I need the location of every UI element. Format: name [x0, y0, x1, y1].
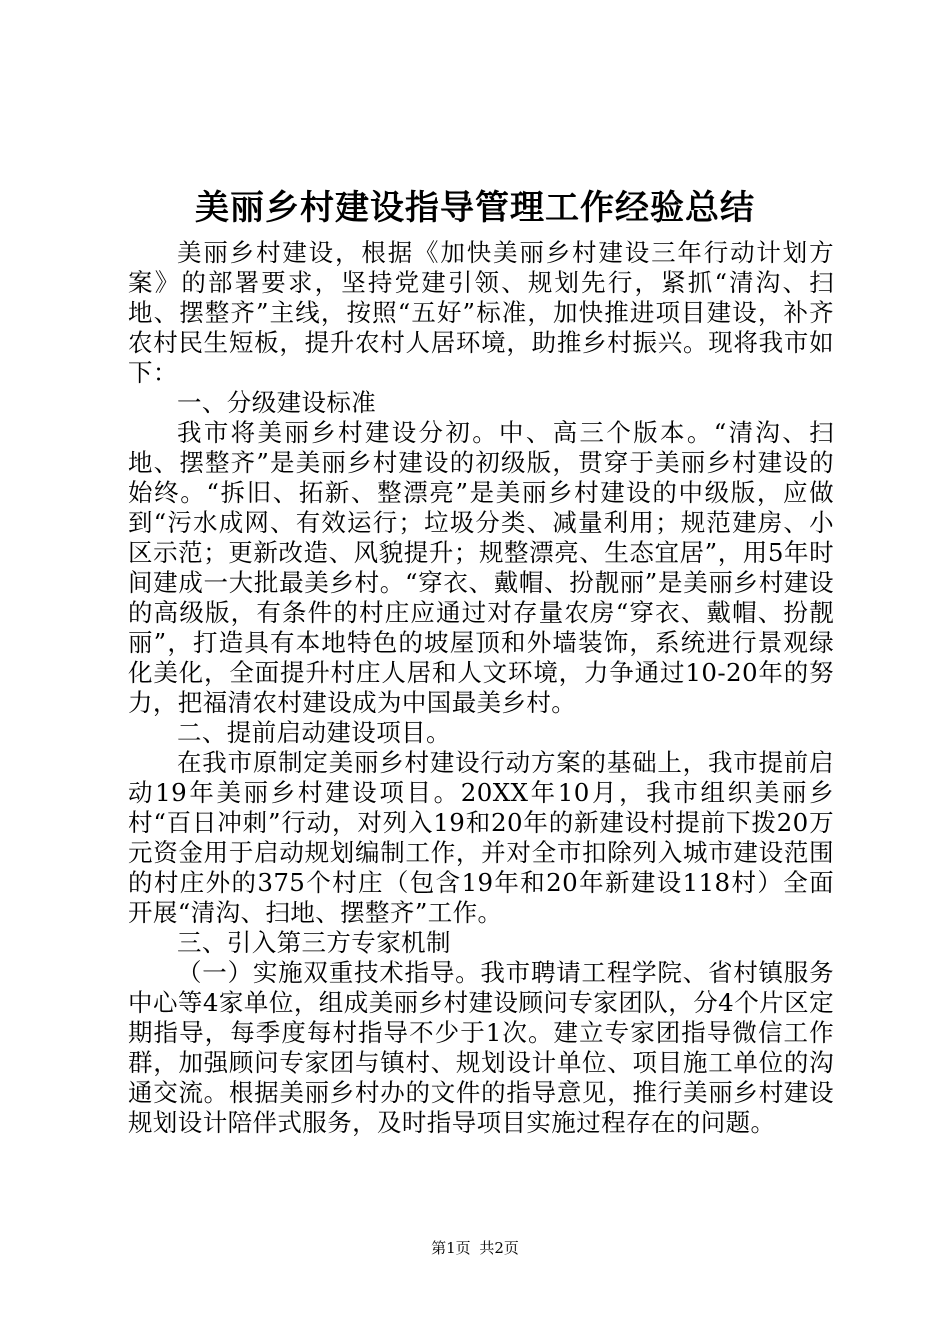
intro-paragraph: 美丽乡村建设，根据《加快美丽乡村建设三年行动计划方案》的部署要求，坚持党建引领、规划先行，紧抓“清沟、扫地、摆整齐”主线，按照“五好”标准，加快推进项目建设，补齐农村民生短板，提升农村人居环境，助推乡村振兴。现将我市如下：: [128, 238, 834, 387]
page-footer: [0, 1238, 950, 1258]
document-title: 美丽乡村建设指导管理工作经验总结: [195, 188, 755, 228]
page-total: 共2页: [479, 1239, 519, 1257]
section-2-paragraph: 在我市原制定美丽乡村建设行动方案的基础上，我市提前启动19年美丽乡村建设项目。20XX年10月，我市组织美丽乡村“百日冲刺”行动，对列入19和20年的新建设村提前下拨20万元资金用于启动规划编制工作，并对全市扣除列入城市建设范围的村庄外的375个村庄（包含19年和20年新建设118村）全面开展“清沟、扫地、摆整齐”工作。: [128, 748, 834, 927]
section-3-paragraph: （一）实施双重技术指导。我市聘请工程学院、省村镇服务中心等4家单位，组成美丽乡村建设顾问专家团队，分4个片区定期指导，每季度每村指导不少于1次。建立专家团指导微信工作群，加强顾问专家团与镇村、规划设计单位、项目施工单位的沟通交流。根据美丽乡村办的文件的指导意见，推行美丽乡村建设规划设计陪伴式服务，及时指导项目实施过程存在的问题。: [128, 958, 834, 1137]
section-heading-2: 二、提前启动建设项目。: [177, 718, 451, 747]
page-number: 第1页: [431, 1239, 471, 1257]
section-heading-3: 三、引入第三方专家机制: [177, 928, 451, 957]
document-body: [128, 238, 834, 1138]
section-heading-1: 一、分级建设标准: [177, 388, 377, 417]
section-1-paragraph: 我市将美丽乡村建设分初。中、高三个版本。“清沟、扫地、摆整齐”是美丽乡村建设的初级版，贯穿于美丽乡村建设的始终。“拆旧、拓新、整漂亮”是美丽乡村建设的中级版，应做到“污水成网、有效运行；垃圾分类、减量利用；规范建房、小区示范；更新改造、风貌提升；规整漂亮、生态宜居”，用5年时间建成一大批最美乡村。“穿衣、戴帽、扮靓丽”是美丽乡村建设的高级版，有条件的村庄应通过对存量农房“穿衣、戴帽、扮靓丽”，打造具有本地特色的坡屋顶和外墙装饰，系统进行景观绿化美化，全面提升村庄人居和人文环境，力争通过10-20年的努力，把福清农村建设成为中国最美乡村。: [128, 418, 834, 717]
